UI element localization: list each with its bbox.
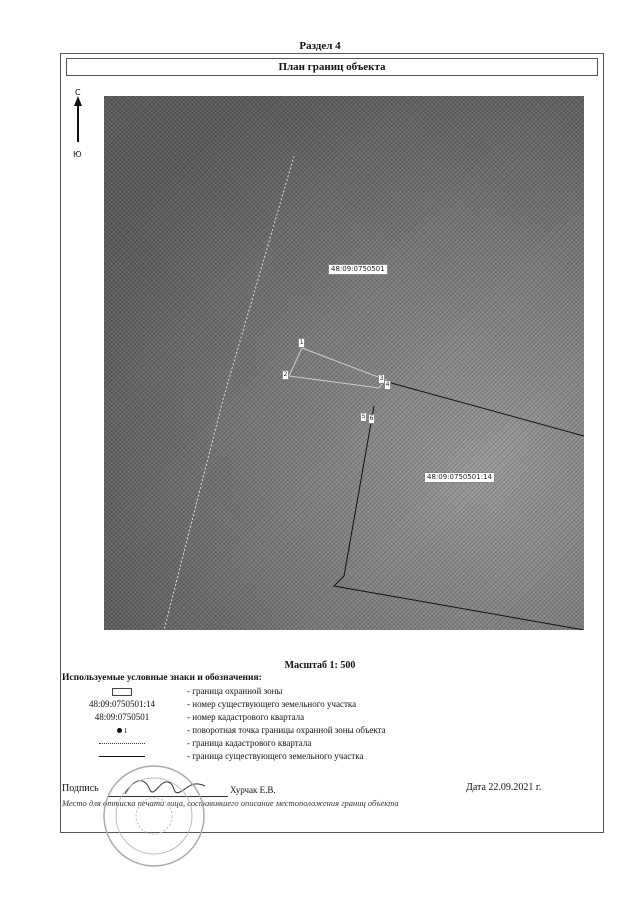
legend-text: - граница охранной зоны xyxy=(187,686,283,696)
legend-text: - номер существующего земельного участка xyxy=(187,699,357,709)
legend-row xyxy=(62,725,462,737)
parcel-number-label: 48:09:0750501:14 xyxy=(424,472,495,483)
turn-point-label: 1 xyxy=(299,339,304,346)
map-scale: Масштаб 1: 500 xyxy=(284,660,356,671)
legend-title: Используемые условные знаки и обозначения: xyxy=(62,673,262,683)
point-dot-icon xyxy=(117,728,122,733)
seal-place-note: Место для оттиска печати лица, составившего описание местоположения границ объекта xyxy=(62,798,399,808)
turn-point-label: 6 xyxy=(369,415,374,422)
turn-point-label: 2 xyxy=(283,371,288,378)
turn-point-label: 5 xyxy=(361,413,366,420)
north-arrow-icon xyxy=(70,96,90,156)
legend-symbol-quarter-boundary xyxy=(62,738,182,748)
legend-symbol-parcel-boundary xyxy=(62,751,182,761)
legend-row xyxy=(62,712,462,724)
signature-label: Подпись xyxy=(62,783,99,794)
map-lines xyxy=(104,96,584,630)
legend-text: - граница существующего земельного участка xyxy=(187,751,364,761)
parcel-boundary-line xyxy=(384,381,584,436)
legend-symbol-turn-point: 1 xyxy=(62,725,182,735)
parcel-boundary-line-2 xyxy=(334,406,584,630)
compass-south-label: Ю xyxy=(73,150,82,159)
legend-text: - граница кадастрового квартала xyxy=(187,738,312,748)
turn-point-label: 3 xyxy=(379,375,384,382)
section-title: Раздел 4 xyxy=(299,40,341,52)
legend-text: - поворотная точка границы охранной зоны объекта xyxy=(187,725,386,735)
legend-row xyxy=(62,738,462,750)
protection-zone-polygon xyxy=(289,348,386,388)
signer-name: Хурчак Е.В. xyxy=(230,785,276,795)
turn-point-label: 4 xyxy=(385,381,390,388)
quarter-number-label: 48:09:0750501 xyxy=(328,264,388,275)
compass xyxy=(70,88,90,168)
legend-symbol-zone xyxy=(62,686,182,696)
legend-row xyxy=(62,699,462,711)
plan-title: План границ объекта xyxy=(66,58,598,76)
cadastral-map xyxy=(104,96,584,630)
legend-row xyxy=(62,686,462,698)
legend-symbol-quarter-number: 48:09:0750501 xyxy=(94,712,150,722)
legend-symbol-parcel-number: 48:09:0750501:14 xyxy=(88,699,155,709)
document-date: Дата 22.09.2021 г. xyxy=(466,782,542,793)
seal-stamp xyxy=(100,762,208,870)
legend-text: - номер кадастрового квартала xyxy=(187,712,305,722)
compass-north-label: С xyxy=(75,88,81,97)
quarter-boundary-line xyxy=(164,156,294,630)
